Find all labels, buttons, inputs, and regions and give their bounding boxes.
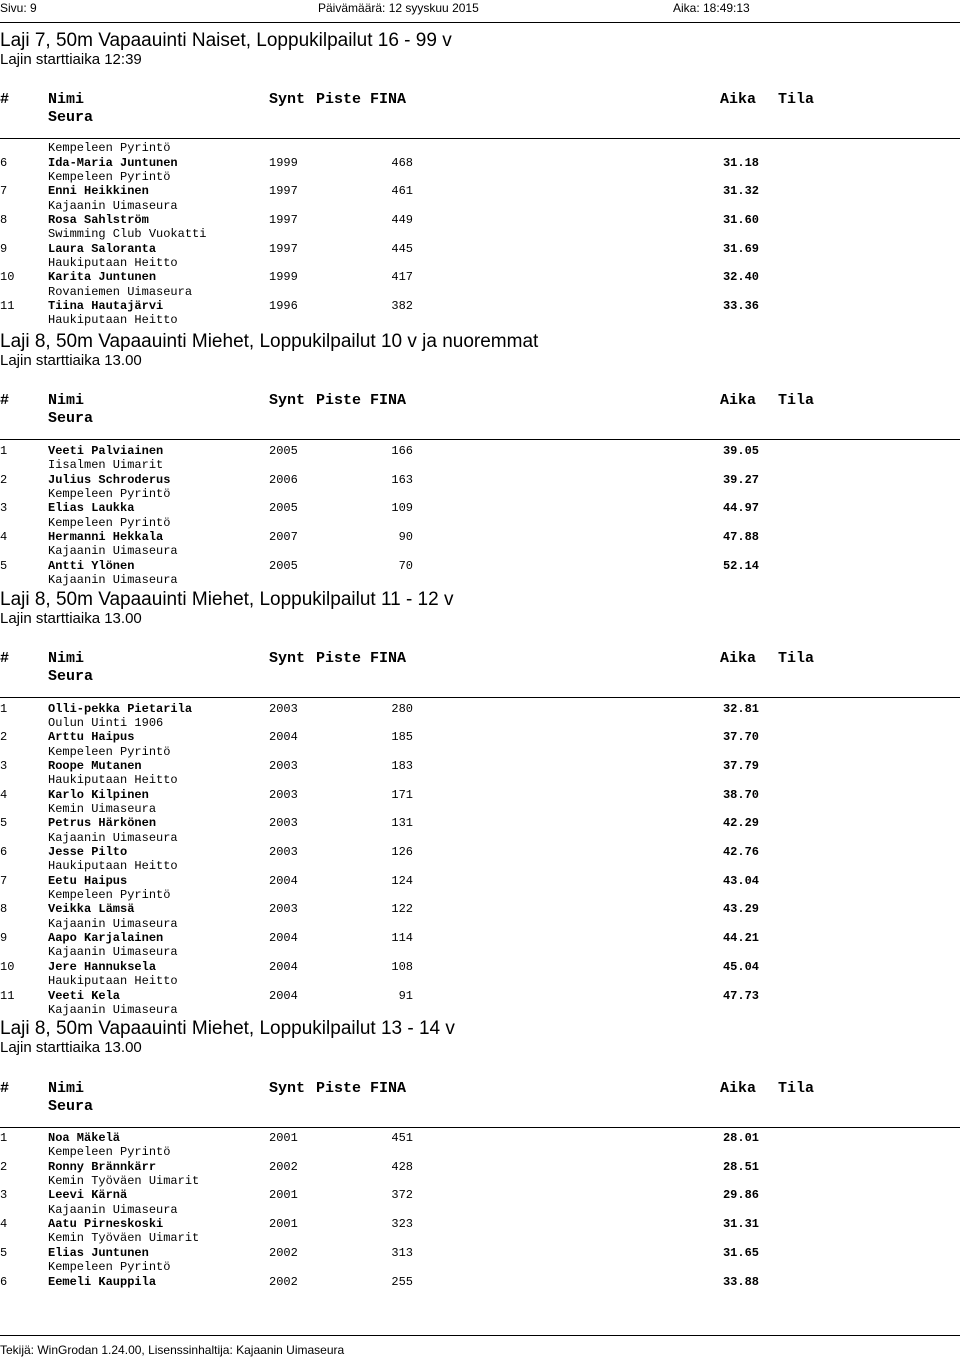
result-points: 280 bbox=[391, 701, 413, 716]
result-rank: 2 bbox=[0, 730, 8, 745]
col-name: Nimi bbox=[48, 392, 85, 409]
result-rank: 5 bbox=[0, 558, 8, 573]
event-start-time: Lajin starttiaika 13.00 bbox=[0, 610, 142, 627]
result-year: 1996 bbox=[269, 299, 298, 313]
col-rank: # bbox=[0, 392, 10, 409]
result-time: 28.51 bbox=[722, 1159, 759, 1174]
page-footer bbox=[0, 1335, 960, 1359]
result-points: 126 bbox=[391, 845, 413, 859]
result-year: 2002 bbox=[269, 1159, 298, 1174]
result-year: 2003 bbox=[269, 701, 298, 716]
result-year: 2002 bbox=[269, 1274, 298, 1289]
result-row bbox=[0, 213, 960, 227]
club-name: Kajaanin Uimaseura bbox=[48, 544, 178, 559]
col-rank: # bbox=[0, 650, 10, 667]
result-points: 468 bbox=[391, 155, 413, 170]
result-time: 44.21 bbox=[722, 931, 759, 946]
col-points: Piste FINA bbox=[316, 650, 407, 667]
result-name: Eetu Haipus bbox=[48, 873, 128, 888]
result-name: Jere Hannuksela bbox=[48, 959, 157, 974]
club-name: Kajaanin Uimaseura bbox=[48, 1002, 178, 1017]
result-points: 166 bbox=[391, 444, 413, 458]
col-year: Synt bbox=[269, 650, 306, 667]
result-points: 372 bbox=[391, 1188, 413, 1203]
result-time: 33.88 bbox=[722, 1274, 759, 1289]
result-points: 90 bbox=[398, 530, 413, 545]
result-year: 2004 bbox=[269, 931, 298, 946]
col-time: Aika bbox=[720, 1080, 757, 1097]
result-rank: 9 bbox=[0, 931, 8, 946]
result-row bbox=[0, 1246, 960, 1260]
result-year: 1999 bbox=[269, 270, 298, 285]
report-date: Päivämäärä: 12 syyskuu 2015 bbox=[318, 1, 479, 15]
result-rank: 5 bbox=[0, 816, 8, 831]
result-row bbox=[0, 931, 960, 945]
result-rank: 5 bbox=[0, 1245, 8, 1260]
club-name: Kajaanin Uimaseura bbox=[48, 573, 178, 588]
result-points: 323 bbox=[391, 1217, 413, 1232]
result-year: 1999 bbox=[269, 155, 298, 170]
col-status: Tila bbox=[778, 91, 815, 108]
col-club: Seura bbox=[48, 668, 94, 685]
result-rank: 4 bbox=[0, 1217, 8, 1232]
result-year: 2003 bbox=[269, 845, 298, 859]
footer-text: Tekijä: WinGrodan 1.24.00, Lisenssinhaltija: Kajaanin Uimaseura bbox=[0, 1343, 345, 1357]
result-year: 2004 bbox=[269, 959, 298, 974]
result-name: Elias Laukka bbox=[48, 501, 135, 516]
result-year: 2003 bbox=[269, 816, 298, 831]
result-row bbox=[0, 902, 960, 916]
col-name: Nimi bbox=[48, 1080, 85, 1097]
result-row bbox=[0, 184, 960, 198]
club-line bbox=[0, 227, 960, 241]
club-line bbox=[0, 285, 960, 299]
club-line bbox=[0, 1174, 960, 1188]
result-rank: 1 bbox=[0, 444, 8, 458]
col-rank: # bbox=[0, 1080, 10, 1097]
col-status: Tila bbox=[778, 1080, 815, 1097]
result-row bbox=[0, 242, 960, 256]
result-time: 39.05 bbox=[722, 444, 759, 458]
col-points: Piste FINA bbox=[316, 392, 407, 409]
column-header bbox=[0, 88, 960, 139]
result-time: 43.04 bbox=[722, 873, 759, 888]
result-time: 32.40 bbox=[722, 270, 759, 285]
col-name: Nimi bbox=[48, 91, 85, 108]
result-time: 43.29 bbox=[722, 902, 759, 917]
result-year: 2001 bbox=[269, 1188, 298, 1203]
result-name: Karlo Kilpinen bbox=[48, 787, 149, 802]
result-name: Antti Ylönen bbox=[48, 558, 135, 573]
result-rank: 2 bbox=[0, 1159, 8, 1174]
club-name: Rovaniemen Uimaseura bbox=[48, 284, 193, 299]
result-name: Petrus Härkönen bbox=[48, 816, 157, 831]
result-name: Veeti Kela bbox=[48, 988, 121, 1003]
column-header bbox=[0, 1077, 960, 1128]
club-line bbox=[0, 773, 960, 787]
result-rank: 6 bbox=[0, 155, 8, 170]
col-club: Seura bbox=[48, 109, 94, 126]
club-name: Haukiputaan Heitto bbox=[48, 313, 178, 328]
result-rank: 6 bbox=[0, 1274, 8, 1289]
club-line bbox=[0, 1003, 960, 1017]
result-year: 2004 bbox=[269, 873, 298, 888]
col-rank: # bbox=[0, 91, 10, 108]
result-row bbox=[0, 501, 960, 515]
result-rank: 6 bbox=[0, 845, 8, 859]
result-year: 2001 bbox=[269, 1131, 298, 1145]
col-status: Tila bbox=[778, 650, 815, 667]
result-time: 39.27 bbox=[722, 472, 759, 487]
result-time: 47.88 bbox=[722, 530, 759, 545]
club-line bbox=[0, 199, 960, 213]
result-name: Roope Mutanen bbox=[48, 758, 142, 773]
result-time: 47.73 bbox=[722, 988, 759, 1003]
result-time: 38.70 bbox=[722, 787, 759, 802]
result-name: Aatu Pirneskoski bbox=[48, 1217, 164, 1232]
result-name: Eemeli Kauppila bbox=[48, 1274, 157, 1289]
club-line bbox=[0, 1145, 960, 1159]
result-row bbox=[0, 1217, 960, 1231]
result-rank: 2 bbox=[0, 472, 8, 487]
result-time: 42.29 bbox=[722, 816, 759, 831]
result-row bbox=[0, 444, 960, 458]
result-year: 2005 bbox=[269, 501, 298, 516]
club-name: Kajaanin Uimaseura bbox=[48, 830, 178, 845]
result-row bbox=[0, 874, 960, 888]
result-time: 44.97 bbox=[722, 501, 759, 516]
club-line bbox=[0, 716, 960, 730]
club-line bbox=[0, 1260, 960, 1274]
result-row bbox=[0, 473, 960, 487]
result-name: Laura Saloranta bbox=[48, 241, 157, 256]
result-year: 2003 bbox=[269, 787, 298, 802]
club-name: Kemin Työväen Uimarit bbox=[48, 1231, 200, 1246]
result-points: 382 bbox=[391, 299, 413, 313]
result-year: 2004 bbox=[269, 988, 298, 1003]
result-name: Ronny Brännkärr bbox=[48, 1159, 157, 1174]
club-name: Kajaanin Uimaseura bbox=[48, 198, 178, 213]
club-name: Kajaanin Uimaseura bbox=[48, 916, 178, 931]
result-time: 33.36 bbox=[722, 299, 759, 313]
col-year: Synt bbox=[269, 392, 306, 409]
club-line bbox=[0, 1203, 960, 1217]
result-time: 31.18 bbox=[722, 155, 759, 170]
club-name: Kajaanin Uimaseura bbox=[48, 1202, 178, 1217]
club-name: Kempeleen Pyrintö bbox=[48, 1145, 171, 1160]
result-row bbox=[0, 788, 960, 802]
club-name: Kempeleen Pyrintö bbox=[48, 141, 171, 155]
col-time: Aika bbox=[720, 392, 757, 409]
result-time: 52.14 bbox=[722, 558, 759, 573]
result-row bbox=[0, 816, 960, 830]
result-points: 114 bbox=[391, 931, 413, 946]
result-rank: 8 bbox=[0, 902, 8, 917]
club-name: Haukiputaan Heitto bbox=[48, 974, 178, 989]
result-name: Aapo Karjalainen bbox=[48, 931, 164, 946]
column-header bbox=[0, 647, 960, 698]
event-start-time: Lajin starttiaika 13.00 bbox=[0, 352, 142, 369]
result-name: Noa Mäkelä bbox=[48, 1131, 121, 1145]
col-club: Seura bbox=[48, 1098, 94, 1115]
result-name: Ida-Maria Juntunen bbox=[48, 155, 178, 170]
event-start-time: Lajin starttiaika 12:39 bbox=[0, 51, 142, 68]
page-header bbox=[0, 0, 960, 23]
result-points: 70 bbox=[398, 558, 413, 573]
result-name: Olli-pekka Pietarila bbox=[48, 701, 193, 716]
result-points: 451 bbox=[391, 1131, 413, 1145]
club-line bbox=[0, 516, 960, 530]
result-name: Leevi Kärnä bbox=[48, 1188, 128, 1203]
club-line bbox=[0, 831, 960, 845]
club-name: Haukiputaan Heitto bbox=[48, 859, 178, 874]
result-points: 449 bbox=[391, 212, 413, 227]
club-line bbox=[0, 170, 960, 184]
result-rank: 9 bbox=[0, 241, 8, 256]
result-time: 31.65 bbox=[722, 1245, 759, 1260]
result-name: Hermanni Hekkala bbox=[48, 530, 164, 545]
result-year: 2004 bbox=[269, 730, 298, 745]
result-points: 255 bbox=[391, 1274, 413, 1289]
result-name: Julius Schroderus bbox=[48, 472, 171, 487]
result-time: 31.69 bbox=[722, 241, 759, 256]
result-time: 45.04 bbox=[722, 959, 759, 974]
result-points: 108 bbox=[391, 959, 413, 974]
result-row bbox=[0, 1131, 960, 1145]
result-time: 37.70 bbox=[722, 730, 759, 745]
result-rank: 3 bbox=[0, 501, 8, 516]
result-row bbox=[0, 530, 960, 544]
result-name: Rosa Sahlström bbox=[48, 212, 149, 227]
result-name: Jesse Pilto bbox=[48, 845, 128, 859]
club-line bbox=[0, 141, 960, 155]
result-year: 2007 bbox=[269, 530, 298, 545]
event-start-time: Lajin starttiaika 13.00 bbox=[0, 1039, 142, 1056]
club-name: Kempeleen Pyrintö bbox=[48, 487, 171, 502]
result-rank: 4 bbox=[0, 530, 8, 545]
result-name: Elias Juntunen bbox=[48, 1245, 149, 1260]
club-name: Haukiputaan Heitto bbox=[48, 773, 178, 788]
club-line bbox=[0, 256, 960, 270]
result-row bbox=[0, 270, 960, 284]
club-name: Kempeleen Pyrintö bbox=[48, 169, 171, 184]
result-year: 2003 bbox=[269, 902, 298, 917]
result-rank: 4 bbox=[0, 787, 8, 802]
result-year: 2005 bbox=[269, 558, 298, 573]
result-time: 28.01 bbox=[722, 1131, 759, 1145]
result-points: 185 bbox=[391, 730, 413, 745]
club-name: Kempeleen Pyrintö bbox=[48, 888, 171, 903]
club-name: Swimming Club Vuokatti bbox=[48, 227, 207, 242]
result-row bbox=[0, 845, 960, 859]
result-year: 2006 bbox=[269, 472, 298, 487]
result-points: 417 bbox=[391, 270, 413, 285]
result-rank: 7 bbox=[0, 184, 8, 199]
result-row bbox=[0, 559, 960, 573]
column-header bbox=[0, 389, 960, 440]
result-name: Veikka Lämsä bbox=[48, 902, 135, 917]
result-name: Arttu Haipus bbox=[48, 730, 135, 745]
result-row bbox=[0, 730, 960, 744]
result-year: 2002 bbox=[269, 1245, 298, 1260]
result-rank: 1 bbox=[0, 701, 8, 716]
result-rank: 8 bbox=[0, 212, 8, 227]
col-time: Aika bbox=[720, 91, 757, 108]
result-time: 42.76 bbox=[722, 845, 759, 859]
club-line bbox=[0, 974, 960, 988]
result-points: 91 bbox=[398, 988, 413, 1003]
club-line bbox=[0, 917, 960, 931]
event-title: Laji 8, 50m Vapaauinti Miehet, Loppukilpailut 10 v ja nuoremmat bbox=[0, 331, 539, 352]
result-points: 163 bbox=[391, 472, 413, 487]
result-points: 171 bbox=[391, 787, 413, 802]
club-name: Kempeleen Pyrintö bbox=[48, 744, 171, 759]
result-time: 37.79 bbox=[722, 758, 759, 773]
col-points: Piste FINA bbox=[316, 91, 407, 108]
club-name: Oulun Uinti 1906 bbox=[48, 715, 164, 730]
club-line bbox=[0, 888, 960, 902]
club-name: Kemin Uimaseura bbox=[48, 801, 157, 816]
result-points: 122 bbox=[391, 902, 413, 917]
result-rank: 10 bbox=[0, 959, 15, 974]
club-line bbox=[0, 745, 960, 759]
result-points: 313 bbox=[391, 1245, 413, 1260]
club-line bbox=[0, 458, 960, 472]
result-row bbox=[0, 960, 960, 974]
result-points: 461 bbox=[391, 184, 413, 199]
col-club: Seura bbox=[48, 410, 94, 427]
club-line bbox=[0, 945, 960, 959]
result-rank: 3 bbox=[0, 1188, 8, 1203]
result-time: 31.32 bbox=[722, 184, 759, 199]
result-rank: 11 bbox=[0, 299, 15, 313]
report-time: Aika: 18:49:13 bbox=[673, 1, 750, 15]
col-status: Tila bbox=[778, 392, 815, 409]
result-rank: 10 bbox=[0, 270, 15, 285]
result-points: 445 bbox=[391, 241, 413, 256]
result-name: Tiina Hautajärvi bbox=[48, 299, 164, 313]
result-points: 124 bbox=[391, 873, 413, 888]
result-year: 2003 bbox=[269, 758, 298, 773]
result-year: 1997 bbox=[269, 184, 298, 199]
result-points: 183 bbox=[391, 758, 413, 773]
col-points: Piste FINA bbox=[316, 1080, 407, 1097]
result-row bbox=[0, 299, 960, 313]
event-title: Laji 8, 50m Vapaauinti Miehet, Loppukilpailut 13 - 14 v bbox=[0, 1018, 455, 1039]
result-name: Karita Juntunen bbox=[48, 270, 157, 285]
result-points: 428 bbox=[391, 1159, 413, 1174]
result-row bbox=[0, 156, 960, 170]
result-row bbox=[0, 702, 960, 716]
col-year: Synt bbox=[269, 91, 306, 108]
club-line bbox=[0, 859, 960, 873]
result-year: 2001 bbox=[269, 1217, 298, 1232]
result-row bbox=[0, 759, 960, 773]
result-time: 29.86 bbox=[722, 1188, 759, 1203]
result-year: 1997 bbox=[269, 241, 298, 256]
page-number: Sivu: 9 bbox=[0, 1, 37, 15]
club-name: Iisalmen Uimarit bbox=[48, 458, 164, 473]
result-year: 1997 bbox=[269, 212, 298, 227]
result-points: 109 bbox=[391, 501, 413, 516]
result-time: 32.81 bbox=[722, 701, 759, 716]
club-line bbox=[0, 487, 960, 501]
club-name: Kempeleen Pyrintö bbox=[48, 515, 171, 530]
col-time: Aika bbox=[720, 650, 757, 667]
club-line bbox=[0, 802, 960, 816]
club-line bbox=[0, 573, 960, 587]
result-rank: 3 bbox=[0, 758, 8, 773]
club-name: Kempeleen Pyrintö bbox=[48, 1260, 171, 1275]
result-row bbox=[0, 1275, 960, 1289]
club-line bbox=[0, 313, 960, 327]
result-time: 31.60 bbox=[722, 212, 759, 227]
result-name: Veeti Palviainen bbox=[48, 444, 164, 458]
result-rank: 7 bbox=[0, 873, 8, 888]
club-line bbox=[0, 1231, 960, 1245]
result-name: Enni Heikkinen bbox=[48, 184, 149, 199]
result-row bbox=[0, 989, 960, 1003]
club-name: Haukiputaan Heitto bbox=[48, 255, 178, 270]
result-row bbox=[0, 1188, 960, 1202]
result-points: 131 bbox=[391, 816, 413, 831]
result-rank: 1 bbox=[0, 1131, 8, 1145]
col-name: Nimi bbox=[48, 650, 85, 667]
result-rank: 11 bbox=[0, 988, 15, 1003]
result-row bbox=[0, 1160, 960, 1174]
club-name: Kajaanin Uimaseura bbox=[48, 945, 178, 960]
result-year: 2005 bbox=[269, 444, 298, 458]
event-title: Laji 8, 50m Vapaauinti Miehet, Loppukilpailut 11 - 12 v bbox=[0, 589, 454, 610]
result-time: 31.31 bbox=[722, 1217, 759, 1232]
club-name: Kemin Työväen Uimarit bbox=[48, 1174, 200, 1189]
event-title: Laji 7, 50m Vapaauinti Naiset, Loppukilpailut 16 - 99 v bbox=[0, 30, 452, 51]
club-line bbox=[0, 544, 960, 558]
col-year: Synt bbox=[269, 1080, 306, 1097]
